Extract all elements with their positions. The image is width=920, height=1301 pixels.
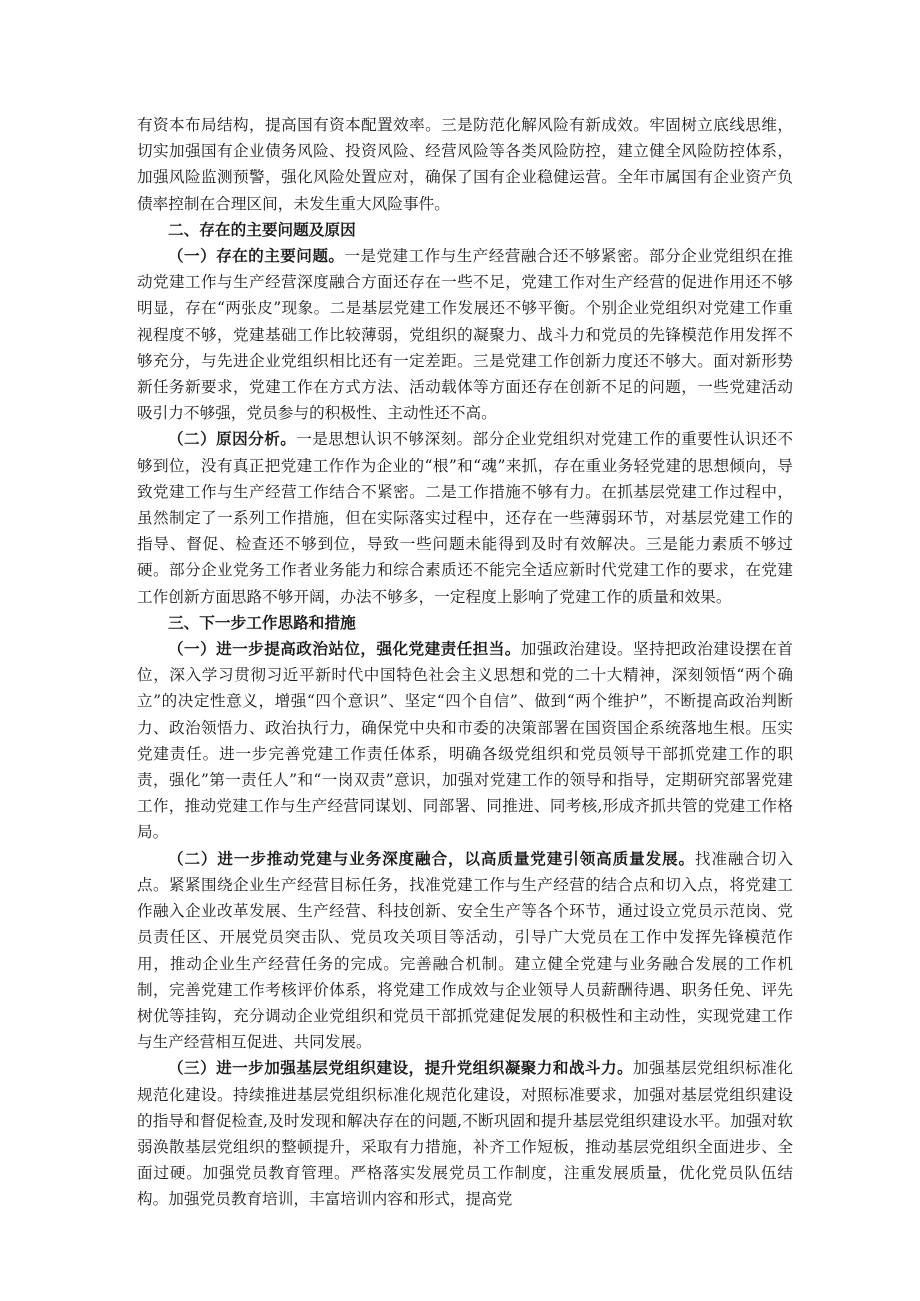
paragraph-grassroots-organization bbox=[137, 1055, 793, 1212]
paragraph-political-stance bbox=[137, 636, 793, 846]
paragraph-risk-prevention: 有资本布局结构，提高国有资本配置效率。三是防范化解风险有新成效。牢固树立底线思维，切实加强国有企业债务风险、投资风险、经营风险等各类风险防控，建立健全风险防控体系，加强风险监测预警，强化风险处置应对，确保了国有企业稳健运营。全年市属国有企业资产负债率控制在合理区间，未发生重大风险事件。 bbox=[137, 116, 793, 213]
section-heading-problems: 二、存在的主要问题及原因 bbox=[168, 219, 356, 239]
paragraph-lead: （一）存在的主要问题。 bbox=[168, 246, 345, 266]
paragraph-body: 找准融合切入点。紧紧围绕企业生产经营目标任务，找准党建工作与生产经营的结合点和切入点，将党建工作融入企业改革发展、生产经营、科技创新、安全生产等各个环节，通过设立党员示范岗、党员责任区、开展党员突击队、党员攻关项目等活动，引导广大党员在工作中发挥先锋模范作用，推动企业生产经营任务的完成。完善融合机制。建立健全党建与业务融合发展的工作机制，完善党建工作考核评价体系，将党建工作成效与企业领导人员薪酬待遇、职务任免、评先树优等挂钩，充分调动企业党组织和党员干部抓党建促发展的积极性和主动性，实现党建工作与生产经营相互促进、共同发展。 bbox=[137, 849, 793, 1052]
paragraph-body: 一是党建工作与生产经营融合还不够紧密。部分企业党组织在推动党建工作与生产经营深度融合方面还存在一些不足，党建工作对生产经营的促进作用还不够明显，存在“两张皮”现象。二是基层党建工作发展还不够平衡。个别企业党组织对党建工作重视程度不够，党建基础工作比较薄弱，党组织的凝聚力、战斗力和党员的先锋模范作用发挥不够充分，与先进企业党组织相比还有一定差距。三是党建工作创新力度还不够大。面对新形势新任务新要求，党建工作在方式方法、活动载体等方面还存在创新不足的问题，一些党建活动吸引力不够强，党员参与的积极性、主动性还不高。 bbox=[137, 247, 793, 423]
paragraph-business-integration bbox=[137, 846, 793, 1056]
paragraph-lead: （二）进一步推动党建与业务深度融合，以高质量党建引领高质量发展。 bbox=[168, 848, 695, 868]
paragraph-body: 一是思想认识不够深刻。部分企业党组织对党建工作的重要性认识还不够到位，没有真正把党建工作作为企业的“根”和“魂”来抓，存在重业务轻党建的思想倾向，导致党建工作与生产经营工作结合不紧密。二是工作措施不够有力。在抓基层党建工作过程中，虽然制定了一系列工作措施，但在实际落实过程中，还存在一些薄弱环节，对基层党建工作的指导、督促、检查还不够到位，导致一些问题未能得到及时有效解决。三是能力素质不够过硬。部分企业党务工作者业务能力和综合素质还不能完全适应新时代党建工作的要求，在党建工作创新方面思路不够开阔，办法不够多，一定程度上影响了党建工作的质量和效果。 bbox=[137, 430, 793, 606]
paragraph-lead: （二）原因分析。 bbox=[168, 429, 297, 449]
paragraph-main-problems bbox=[137, 243, 793, 426]
paragraph-lead: （三）进一步加强基层党组织建设，提升党组织凝聚力和战斗力。 bbox=[168, 1058, 634, 1078]
paragraph-cause-analysis bbox=[137, 426, 793, 609]
paragraph-body: 加强政治建设。坚持把政治建设摆在首位，深入学习贯彻习近平新时代中国特色社会主义思想和党的二十大精神，深刻领悟“两个确立”的决定性意义，增强“四个意识”、坚定“四个自信”、做到“两个维护”，不断提高政治判断力、政治领悟力、政治执行力，确保党中央和市委的决策部署在国资国企系统落地生根。压实党建责任。进一步完善党建工作责任体系，明确各级党组织和党员领导干部抓党建工作的职责，强化”第一责任人”和“一岗双责”意识，加强对党建工作的领导和指导，定期研究部署党建工作，推动党建工作与生产经营同谋划、同部署、同推进、同考核,形成齐抓共管的党建工作格局。 bbox=[137, 640, 793, 842]
paragraph-body: 加强基层党组织标准化规范化建设。持续推进基层党组织标准化规范化建设，对照标准要求，加强对基层党组织建设的指导和督促检查,及时发现和解决存在的问题,不断巩固和提升基层党组织建设水平。加强对软弱涣散基层党组织的整顿提升，采取有力措施，补齐工作短板，推动基层党组织全面进步、全面过硬。加强党员教育管理。严格落实发展党员工作制度，注重发展质量，优化党员队伍结构。加强党员教育培训，丰富培训内容和形式，提高党 bbox=[137, 1059, 793, 1209]
document-page bbox=[137, 112, 793, 1213]
section-heading-next-steps: 三、下一步工作思路和措施 bbox=[168, 612, 356, 632]
paragraph-lead: （一）进一步提高政治站位，强化党建责任担当。 bbox=[168, 639, 521, 659]
